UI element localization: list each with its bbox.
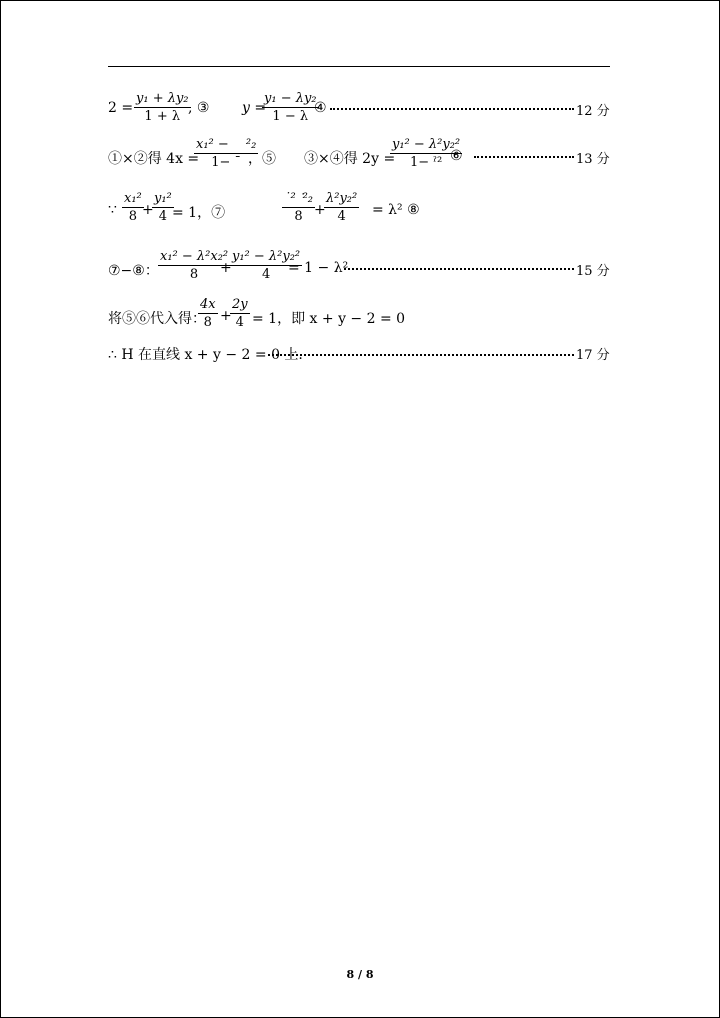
equation-tag: = 1，即 x + y − 2 = 0	[252, 311, 406, 327]
score-label: 17 分	[576, 348, 610, 363]
equation-label: ③×④得 2y =	[304, 151, 396, 167]
solution-line-5	[108, 296, 610, 338]
dotted-leader	[344, 268, 574, 270]
equation-label: 将⑤⑥代入得：	[108, 311, 206, 327]
dotted-leader	[474, 156, 574, 158]
plus-sign: +	[220, 260, 232, 276]
solution-line-2	[108, 136, 610, 178]
dotted-leader	[330, 108, 574, 110]
solution-line-3	[108, 190, 610, 232]
equation-tag: ，⑤	[248, 151, 276, 167]
fraction: y₁² − λ²y₂² 1− ˀ²	[392, 137, 461, 170]
equation-label: 2 =	[108, 100, 134, 116]
equation-label: ∵	[108, 202, 117, 218]
equation-tag: = 1 − λ²	[288, 260, 349, 276]
equation-label: ①×②得 4x =	[108, 151, 200, 167]
equation-label: ⑦−⑧：	[108, 263, 159, 279]
solution-line-6	[108, 344, 610, 366]
fraction: $\frac{\text{y₁² − λ²y₂²}}{4}$	[232, 249, 301, 282]
fraction: $\frac{\text{x₁² − λ²x₂²}}{8}$	[160, 249, 229, 282]
plus-sign: +	[220, 308, 232, 324]
fraction: ˙² ་²₂ 8	[284, 191, 313, 224]
solution-line-4	[108, 248, 610, 290]
plus-sign: +	[314, 202, 326, 218]
solution-line-1	[108, 90, 610, 128]
equation-tag: ④	[314, 100, 327, 116]
fraction: $\frac{\text{λ²y₂²}}{4}$	[326, 191, 358, 224]
equation-tag: = 1，⑦	[172, 205, 226, 221]
header-rule	[108, 66, 610, 67]
equation-tag: , ③	[188, 100, 210, 116]
fraction: $\frac{\text{y₁²}}{4}$	[154, 191, 172, 224]
fraction: $\frac{2y}{4}$	[232, 297, 248, 330]
fraction: $\frac{\text{x₁²}}{8}$	[124, 191, 142, 224]
score-label: 15 分	[576, 264, 610, 279]
plus-sign: +	[142, 202, 154, 218]
fraction: $\frac{\text{y₁ − λy₂}}{1 - \lambda}$	[264, 91, 317, 124]
conclusion-text: ∴ H 在直线 x + y − 2 = 0 上.	[108, 347, 303, 363]
score-label: 12 分	[576, 104, 610, 119]
dotted-leader	[268, 354, 574, 356]
equation-tag: = λ² ⑧	[372, 202, 420, 218]
page-number: 8 / 8	[346, 968, 374, 981]
fraction: x₁² − ²₂ 1− ˉ	[196, 137, 257, 170]
equation-tag: ⑥	[450, 148, 463, 164]
fraction: $\frac{\text{y₁ + λy₂}}{1 + \lambda}$	[136, 91, 189, 124]
fraction: $\frac{4x}{8}$	[200, 297, 216, 330]
score-label: 13 分	[576, 152, 610, 167]
equation-label: y =	[242, 100, 267, 116]
